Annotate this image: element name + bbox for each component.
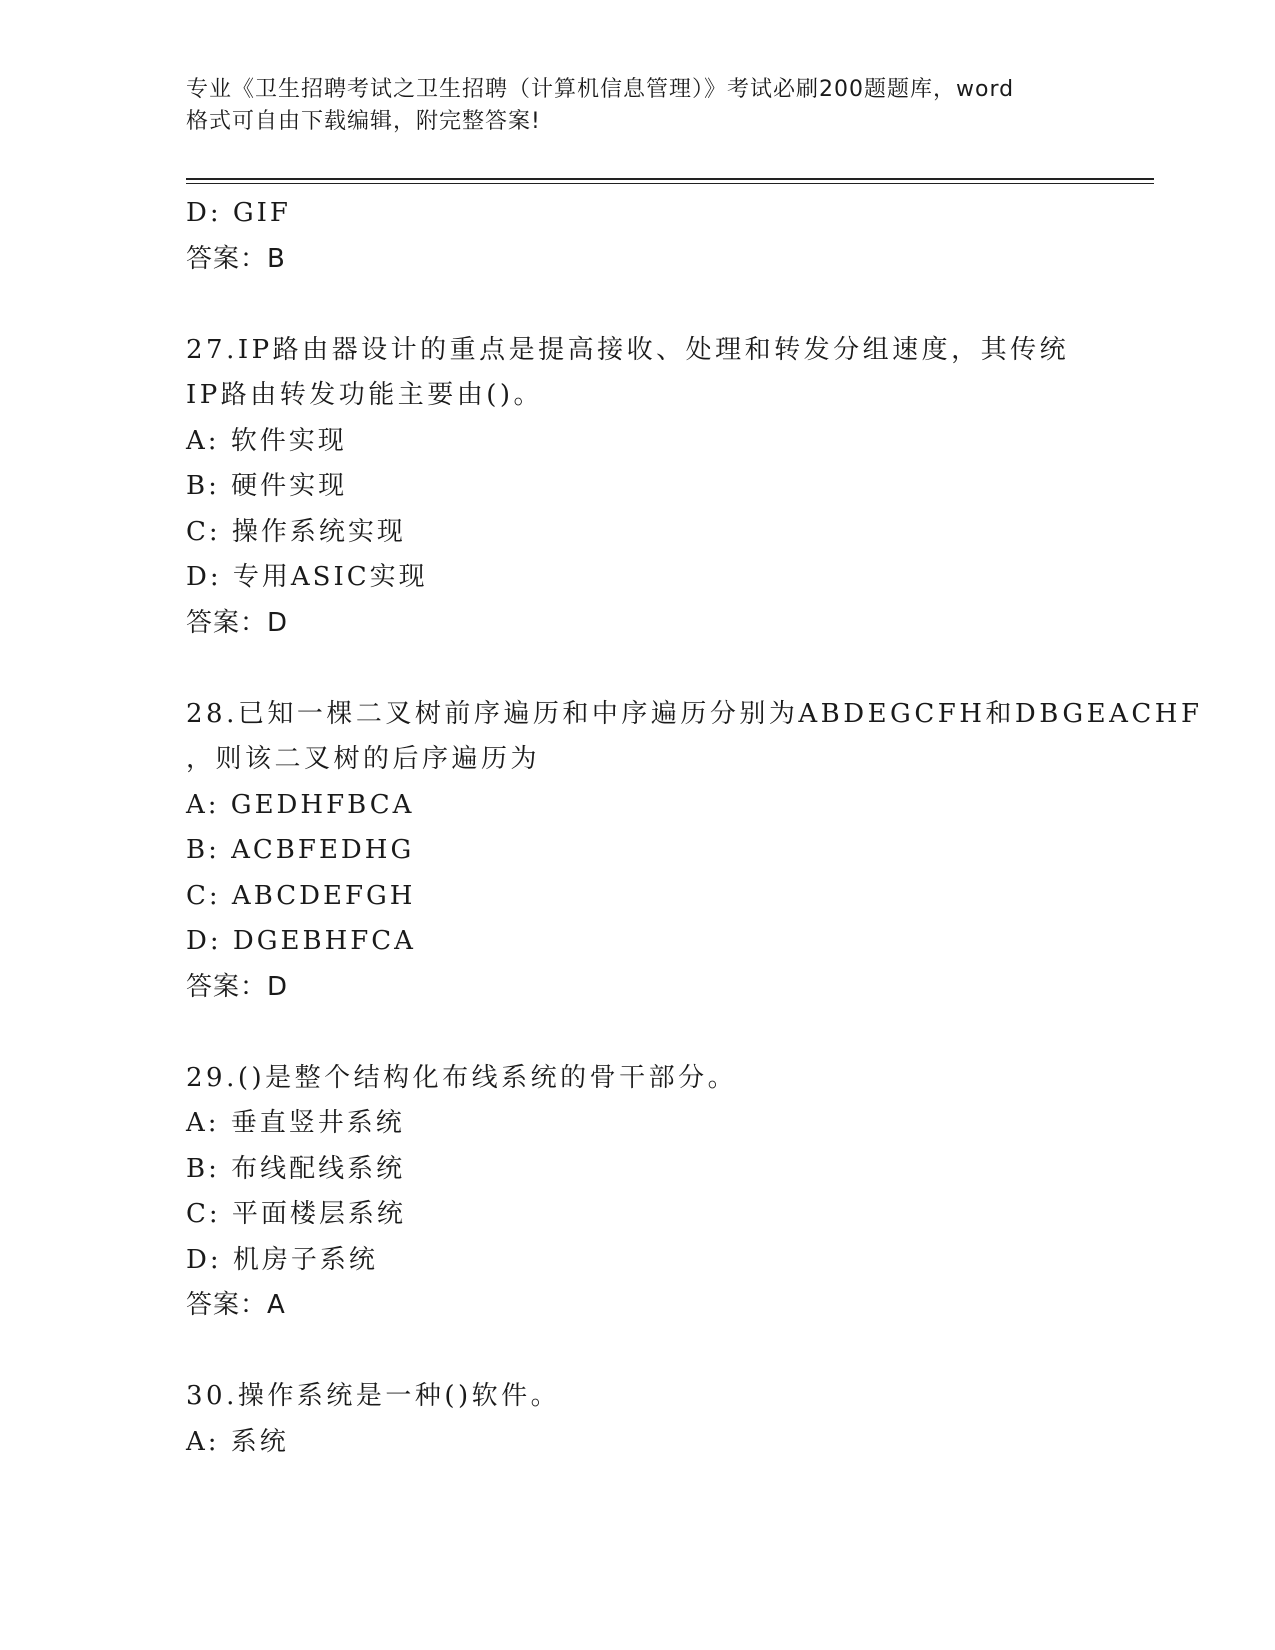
question-stem: 30.操作系统是一种()软件。 xyxy=(186,1381,561,1411)
option-b: B: ACBFEDHG xyxy=(186,835,415,865)
spacer xyxy=(186,1010,1086,1056)
question-stem: 29.()是整个结构化布线系统的骨干部分。 xyxy=(186,1062,738,1093)
option-a: A: GEDHFBCA xyxy=(186,789,415,820)
option-a: A: 软件实现 xyxy=(186,425,347,456)
option-c: C: 操作系统实现 xyxy=(186,516,406,547)
option-a: A: 垂直竖井系统 xyxy=(186,1108,405,1138)
prev-answer: 答案：B xyxy=(186,243,286,274)
answer: 答案：A xyxy=(186,1290,286,1320)
question-stem: 28.已知一棵二叉树前序遍历和中序遍历分别为ABDEGCFH和DBGEACHF xyxy=(186,698,1203,729)
spacer xyxy=(186,282,1086,328)
question-stem-continued: IP路由转发功能主要由()。 xyxy=(186,380,544,410)
question-30 xyxy=(186,1374,1086,1465)
answer: 答案：D xyxy=(186,971,289,1002)
option-c: C: 平面楼层系统 xyxy=(186,1199,406,1229)
option-d: D: DGEBHFCA xyxy=(186,926,416,956)
question-stem: 27.IP路由器设计的重点是提高接收、处理和转发分组速度，其传统 xyxy=(186,334,1070,365)
option-a: A: 系统 xyxy=(186,1426,289,1457)
option-c: C: ABCDEFGH xyxy=(186,880,416,911)
question-29 xyxy=(186,1056,1086,1329)
header-title-line-1: 专业《卫生招聘考试之卫生招聘（计算机信息管理）》考试必刷200题题库，word xyxy=(186,77,1015,102)
answer: 答案：D xyxy=(186,607,289,638)
question-stem-continued: ，则该二叉树的后序遍历为 xyxy=(186,744,541,774)
option-b: B: 布线配线系统 xyxy=(186,1153,406,1184)
document-header xyxy=(186,74,1086,138)
option-d: D: 机房子系统 xyxy=(186,1244,378,1275)
header-divider-thin xyxy=(186,183,1154,184)
spacer xyxy=(186,646,1086,692)
prev-option-d: D: GIF xyxy=(186,198,291,228)
question-list xyxy=(186,191,1203,1465)
question-28 xyxy=(186,692,1203,1011)
header-title-line-2: 格式可自由下载编辑，附完整答案! xyxy=(186,109,541,134)
option-d: D: 专用ASIC实现 xyxy=(186,562,428,592)
option-b: B: 硬件实现 xyxy=(186,471,348,501)
question-27 xyxy=(186,328,1086,647)
header-divider xyxy=(186,178,1154,180)
spacer xyxy=(186,1329,1086,1375)
